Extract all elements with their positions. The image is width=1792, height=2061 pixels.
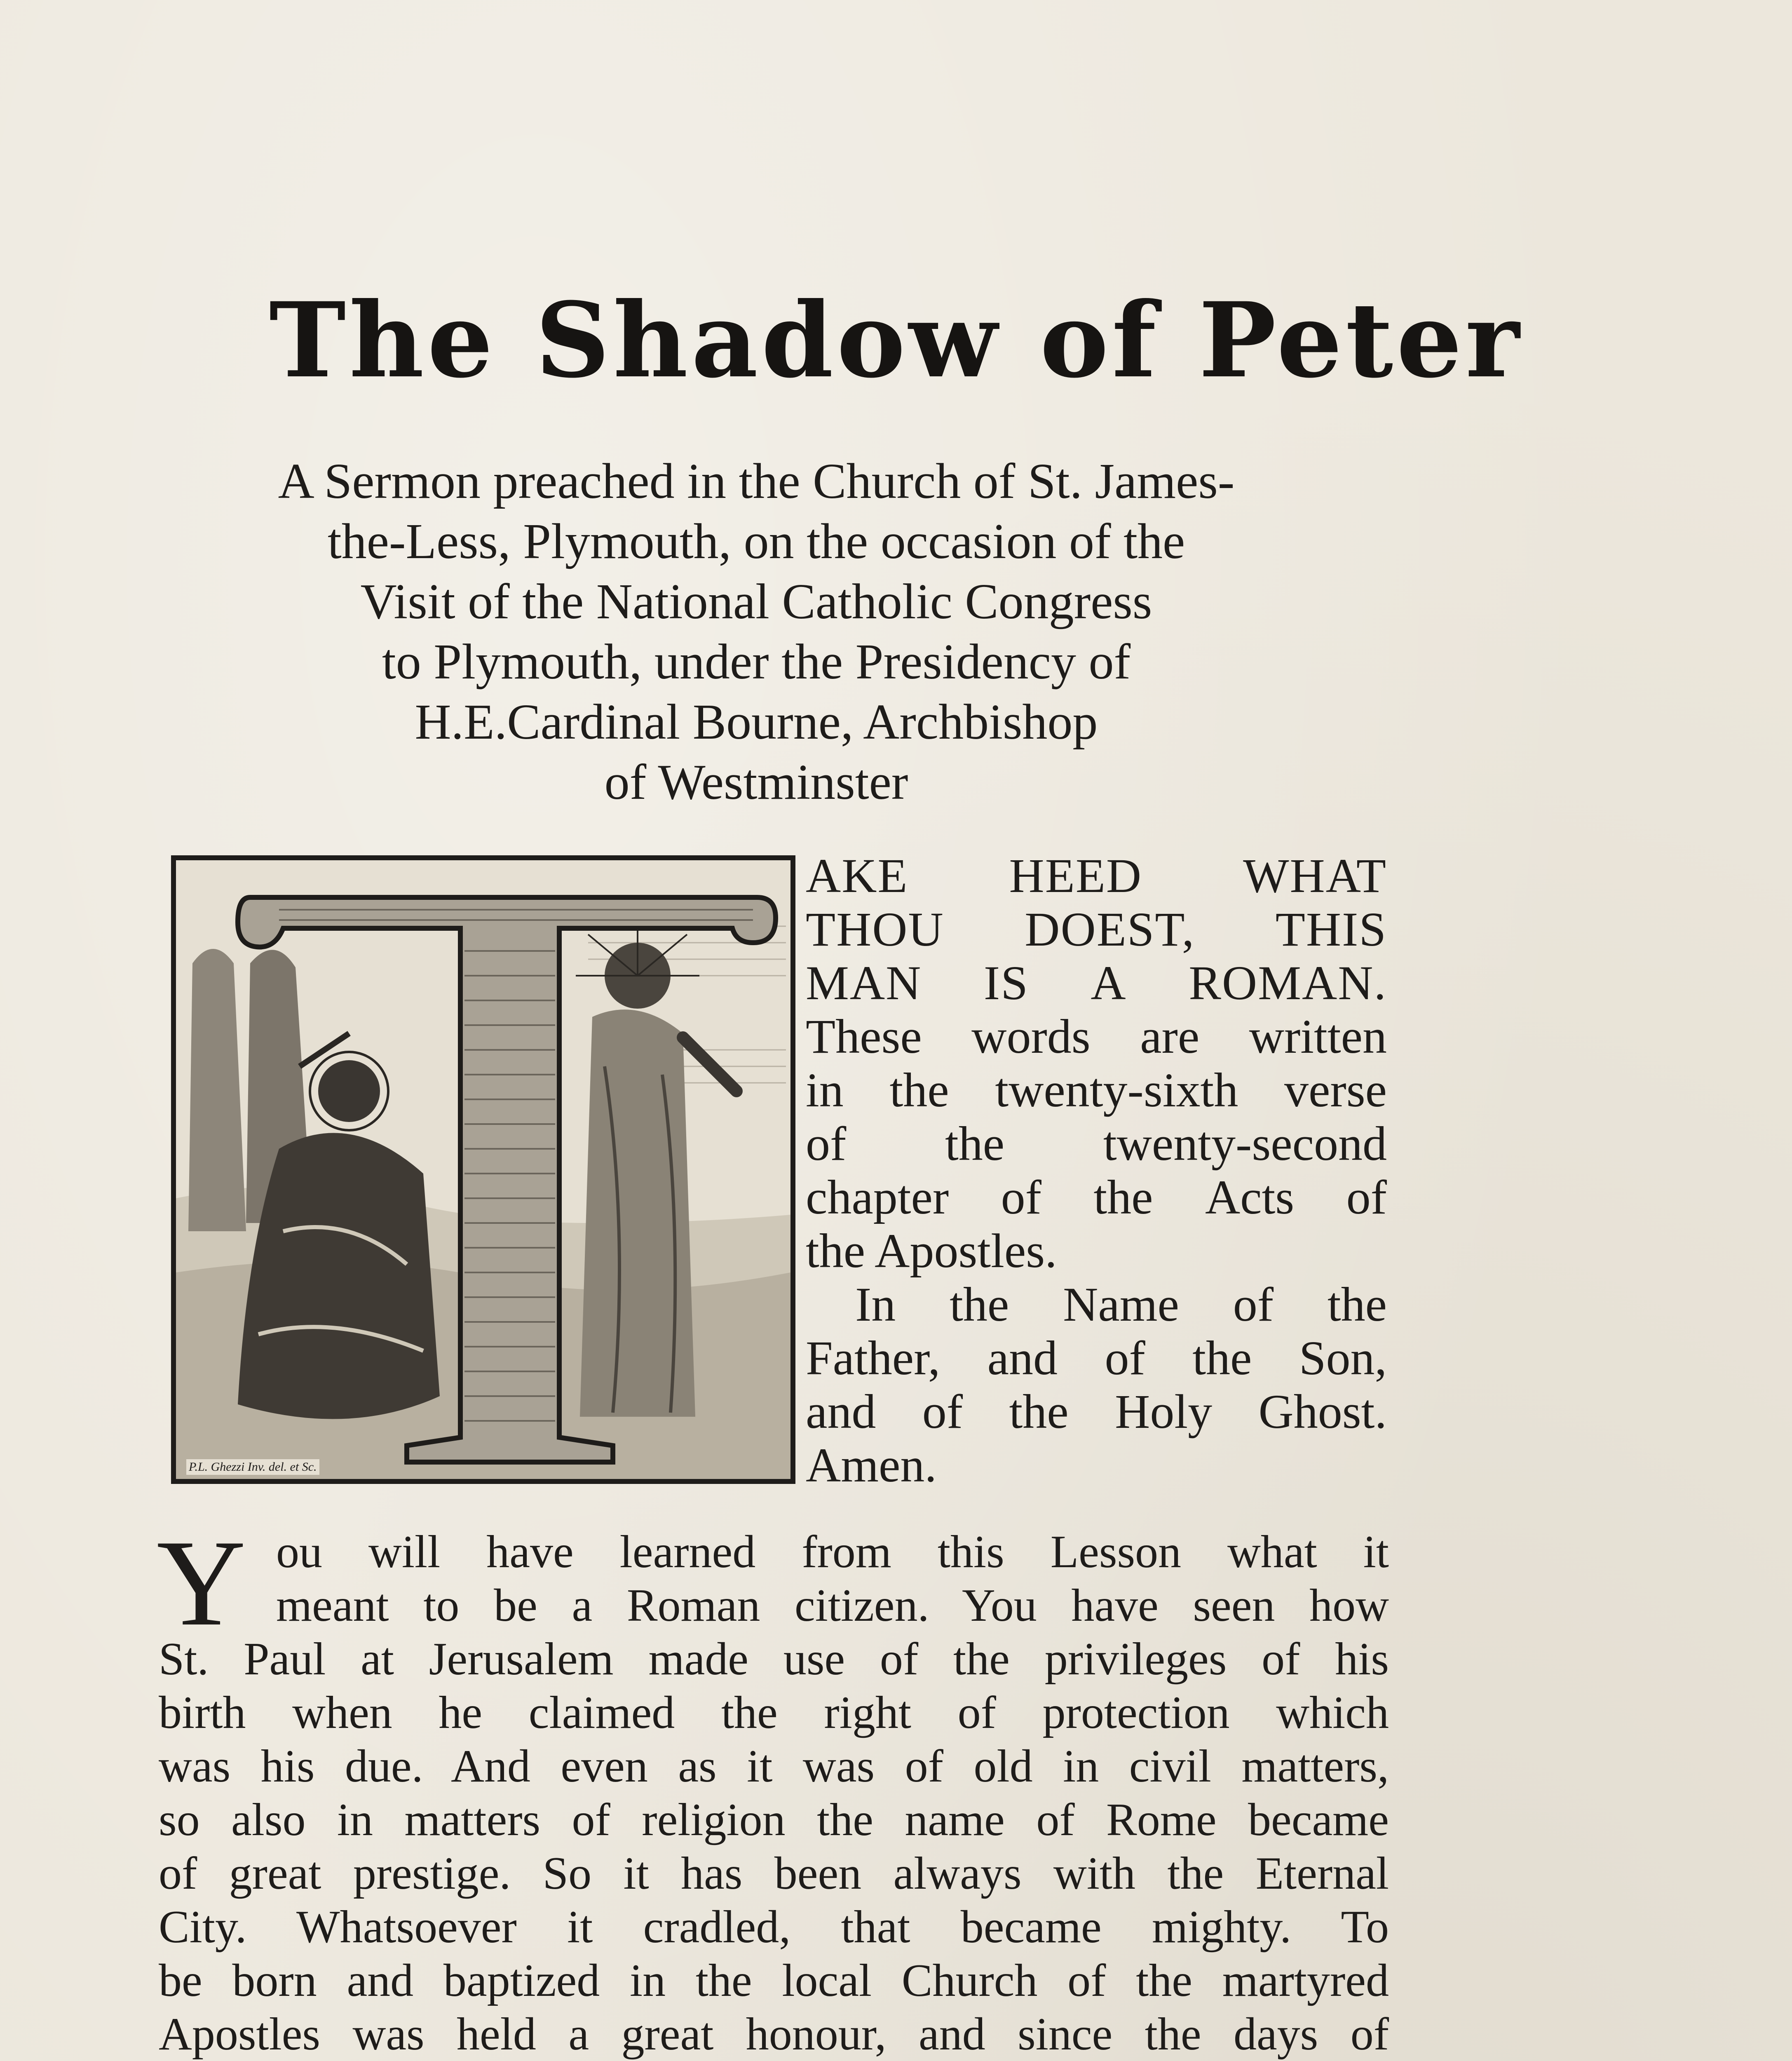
opening-text <box>806 849 1387 1492</box>
subtitle-line: A Sermon preached in the Church of St. James- <box>278 453 1235 509</box>
word: A <box>1091 956 1127 1010</box>
body-line: of great prestige. So it has been always with the Eternal <box>159 1848 1389 1899</box>
word: of <box>1001 1170 1041 1224</box>
page-title: The Shadow of Peter <box>269 279 1523 401</box>
word: Ghost. <box>1258 1385 1387 1439</box>
text-line <box>806 1439 1387 1492</box>
text-line <box>806 1063 1387 1117</box>
word: the <box>945 1117 1005 1171</box>
word: of <box>1105 1331 1145 1385</box>
word: the <box>1009 1385 1069 1439</box>
body-line: was his due. And even as it was of old in civil matters, <box>159 1741 1389 1792</box>
word: Holy <box>1115 1385 1213 1439</box>
word: DOEST, <box>1025 902 1195 956</box>
drop-cap-y: Y <box>157 1514 246 1651</box>
word: the <box>950 1277 1009 1331</box>
engraver-credit: P.L. Ghezzi Inv. del. et Sc. <box>186 1459 319 1475</box>
body-line: birth when he claimed the right of protection which <box>159 1687 1389 1738</box>
subtitle-line: to Plymouth, under the Presidency of <box>382 634 1131 690</box>
word: These <box>806 1009 922 1063</box>
word: written <box>1249 1009 1387 1063</box>
subtitle-line: Visit of the National Catholic Congress <box>360 574 1152 629</box>
subtitle <box>136 451 1377 812</box>
body-line: meant to be a Roman citizen. You have seen how <box>276 1580 1389 1631</box>
text-line <box>806 1010 1387 1063</box>
word: Acts <box>1205 1170 1295 1224</box>
word: THOU <box>806 902 944 956</box>
word: twenty-sixth <box>995 1063 1238 1117</box>
word: are <box>1140 1009 1200 1063</box>
illustrated-drop-cap <box>171 855 795 1484</box>
text-line <box>806 849 1387 903</box>
word: Amen. <box>806 1438 937 1492</box>
word: the Apostles. <box>806 1224 1057 1278</box>
body-line: ou will have learned from this Lesson what it <box>276 1526 1389 1577</box>
word: verse <box>1284 1063 1387 1117</box>
subtitle-line: H.E.Cardinal Bourne, Archbishop <box>415 694 1098 750</box>
word: Father, <box>806 1331 941 1385</box>
text-line <box>806 1278 1387 1331</box>
engraving-illustration <box>176 860 790 1479</box>
text-line <box>806 1385 1387 1439</box>
word: THIS <box>1275 902 1387 956</box>
text-line <box>806 1331 1387 1385</box>
word: Name <box>1063 1277 1179 1331</box>
body-line: City. Whatsoever it cradled, that became mighty. To <box>159 1901 1389 1953</box>
subtitle-line: the-Less, Plymouth, on the occasion of the <box>327 514 1185 569</box>
text-line <box>806 956 1387 1010</box>
word: and <box>806 1385 876 1439</box>
body-line: so also in matters of religion the name of Rome became <box>159 1794 1389 1845</box>
body-line: Apostles was held a great honour, and since the days of <box>159 2009 1389 2060</box>
word: twenty-second <box>1103 1117 1387 1171</box>
word: of <box>1346 1170 1387 1224</box>
word: ROMAN. <box>1189 956 1387 1010</box>
word: of <box>806 1117 847 1171</box>
word: in <box>806 1063 844 1117</box>
word: of <box>1233 1277 1274 1331</box>
word: Son, <box>1299 1331 1387 1385</box>
word: the <box>1192 1331 1252 1385</box>
word: WHAT <box>1243 849 1387 903</box>
subtitle-line: of Westminster <box>604 754 908 810</box>
word: HEED <box>1009 849 1142 903</box>
word: AKE <box>806 849 908 903</box>
word: In <box>855 1277 896 1331</box>
sermon-body <box>159 1525 1389 2061</box>
text-line <box>806 1171 1387 1224</box>
word: words <box>971 1009 1091 1063</box>
word: MAN <box>806 956 922 1010</box>
text-line <box>806 1117 1387 1171</box>
body-line: St. Paul at Jerusalem made use of the privileges of his <box>159 1634 1389 1685</box>
word: the <box>889 1063 949 1117</box>
word: of <box>922 1385 963 1439</box>
text-line <box>806 903 1387 956</box>
word: chapter <box>806 1170 949 1224</box>
body-line: be born and baptized in the local Church of the martyred <box>159 1955 1389 2006</box>
word: IS <box>983 956 1029 1010</box>
word: the <box>1093 1170 1153 1224</box>
text-line <box>806 1224 1387 1278</box>
word: and <box>987 1331 1058 1385</box>
word: the <box>1327 1277 1387 1331</box>
